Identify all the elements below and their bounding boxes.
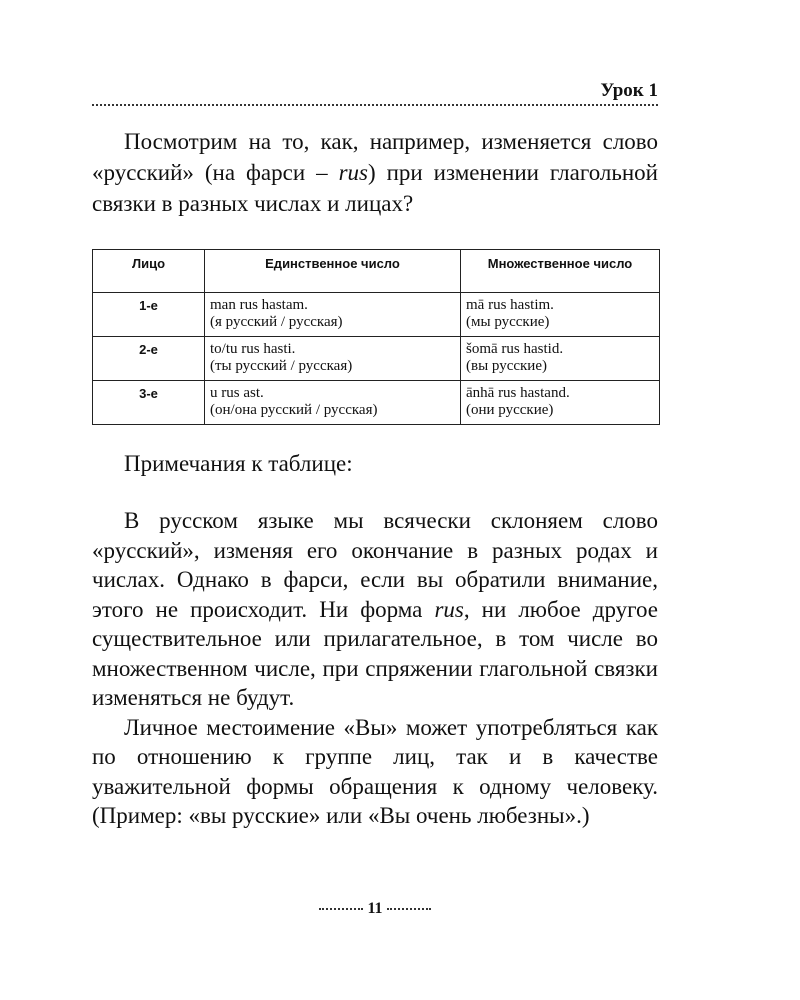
farsi-form: to/tu rus hasti. [210,341,296,357]
paragraph-1-start: В русском языке мы всячески склоняем слово «русский», изменяя его окончание в разных родах и числах. Однако в фарси, если вы обратили внимание, этого не происходит. Ни форма [92,508,658,622]
table-header-row [93,250,660,293]
intro-italic-word: rus [338,160,368,185]
farsi-form: man rus hastam. [210,297,308,313]
column-header-singular: Единственное число [205,250,461,293]
person-cell: 3-е [93,381,205,425]
column-header-person: Лицо [93,250,205,293]
footer-dots-right [387,908,431,910]
paragraph-1-end: , ни любое другое существительное или прилагательное, в том числе во множественном числе, при спряжении глагольной связки изменяться не будут. [92,596,658,710]
intro-paragraph [92,126,658,219]
plural-cell [461,293,660,337]
column-header-plural: Множественное число [461,250,660,293]
translation: (мы русские) [466,314,550,330]
paragraph-1 [92,506,658,713]
translation: (он/она русский / русская) [210,402,378,418]
footer-dots-left [319,908,363,910]
singular-cell [205,293,461,337]
translation: (вы русские) [466,358,547,374]
intro-text-start: Посмотрим на то, как, например, изменяется слово «русский» (на фарси – [92,129,658,185]
singular-cell [205,337,461,381]
translation: (ты русский / русская) [210,358,353,374]
paragraph-1-italic-word: rus [434,596,464,622]
plural-cell [461,381,660,425]
plural-cell [461,337,660,381]
farsi-form: ānhā rus hastand. [466,385,570,401]
table-row [93,293,660,337]
lesson-title: Урок 1 [600,80,658,101]
notes-heading: Примечания к таблице: [124,451,353,476]
page-footer [300,900,450,920]
running-header [92,80,658,102]
table-row [93,381,660,425]
intro-text-end: ) при изменении глагольной связки в разных числах и лицах? [92,160,658,216]
notes-body [92,506,658,831]
farsi-form: šomā rus hastid. [466,341,564,357]
paragraph-2: Личное местоимение «Вы» может употребляться как по отношению к группе лиц, так и в качестве уважительной формы обращения к одному человеку. (Пример: «вы русские» или «Вы очень любезны».) [92,714,658,828]
translation: (я русский / русская) [210,314,343,330]
singular-cell [205,381,461,425]
page-number: 11 [367,900,383,917]
farsi-form: u rus ast. [210,385,264,401]
header-dotted-rule [92,104,658,106]
translation: (они русские) [466,402,554,418]
person-cell: 2-е [93,337,205,381]
farsi-form: mā rus hastim. [466,297,554,313]
person-cell: 1-е [93,293,205,337]
table-row [93,337,660,381]
conjugation-table [92,249,660,425]
